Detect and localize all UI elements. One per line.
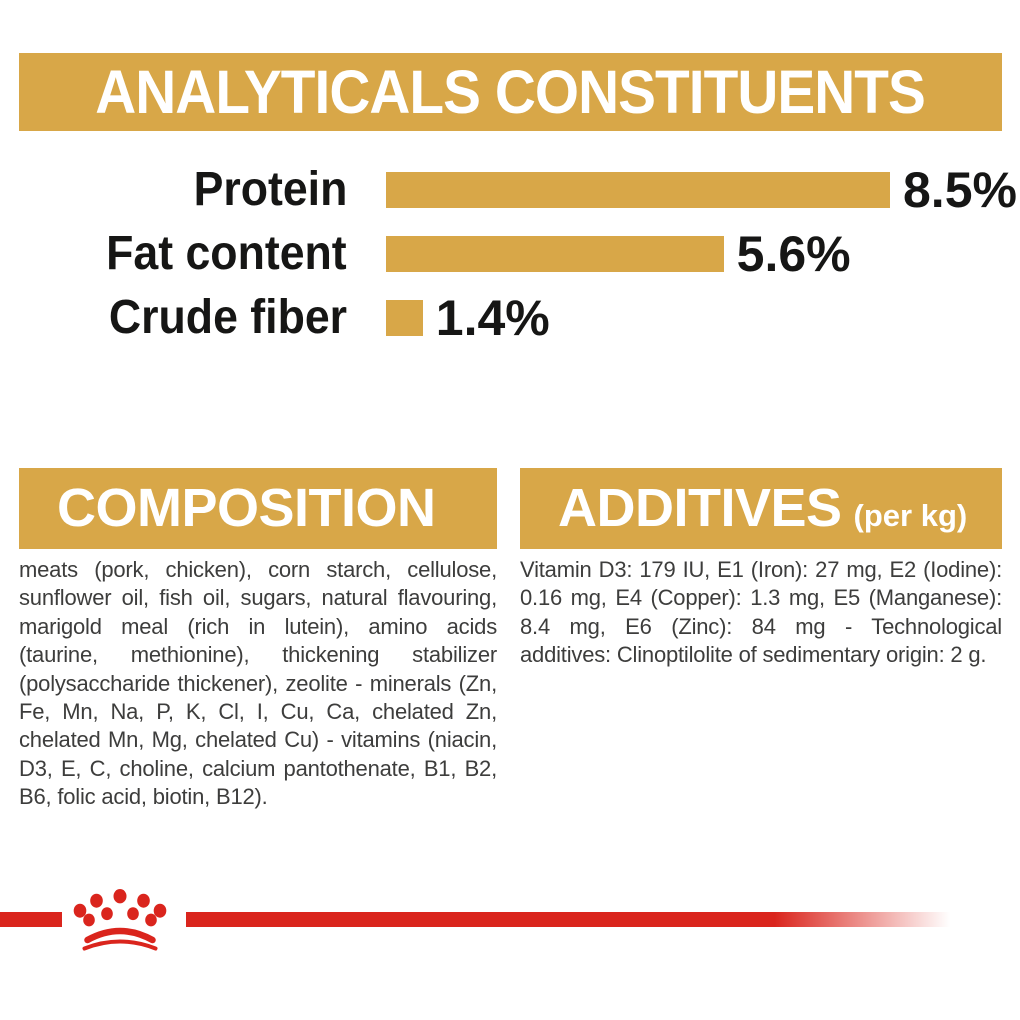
composition-body-text: meats (pork, chicken), corn starch, cellulose, sunflower oil, fish oil, sugars, natural flavouring, marigold meal (rich in lutein), amino acids (taurine, methionine), thickening stabilizer (polysaccharide thickener), zeolite - minerals (Zn, Fe, Mn, Na, P, K, Cl, I, Cu, Ca, chelated Zn, chelated Mn, Mg, chelated Cu) - vitamins (niacin, D3, E, C, choline, calcium pantothenate, B1, B2, B6, folic acid, biotin, B12). — [19, 557, 497, 810]
fat-content-bar — [386, 236, 724, 272]
protein-value: 8.5% — [903, 162, 1017, 218]
fat-content-value: 5.6% — [736, 226, 851, 282]
analyticals-header-title: ANALYTICALS CONSTITUENTS — [95, 57, 926, 126]
composition-section — [19, 468, 497, 812]
crude-fiber-bar — [386, 300, 423, 336]
chart-row-fat-content — [0, 222, 1020, 286]
additives-header-subtitle: (per kg) — [853, 498, 968, 533]
additives-header-title: ADDITIVES — [558, 478, 842, 538]
red-rule-left — [0, 912, 62, 927]
protein-bar — [386, 172, 890, 208]
crude-fiber-value: 1.4% — [435, 290, 550, 346]
protein-bar-track — [386, 162, 1017, 218]
additives-section — [520, 468, 1002, 812]
protein-label: Protein — [193, 163, 347, 216]
composition-header-title: COMPOSITION — [57, 478, 436, 538]
red-rule-right-fade — [186, 912, 950, 927]
royal-canin-crown-paw-icon — [72, 888, 168, 956]
additives-body-text: Vitamin D3: 179 IU, E1 (Iron): 27 mg, E2 (Iodine): 0.16 mg, E4 (Copper): 1.3 mg, E5 (Manganese): 8.4 mg, E6 (Zinc): 84 mg - Technological additives: Clinoptilolite of sedimentary origin: 2 g. — [520, 557, 1002, 668]
chart-row-protein — [0, 158, 1020, 222]
fat-content-bar-track — [386, 226, 890, 282]
crude-fiber-label: Crude fiber — [108, 291, 347, 344]
analyticals-bar-chart — [0, 158, 1020, 350]
analyticals-header-banner — [19, 53, 1002, 131]
fat-content-label: Fat content — [106, 227, 347, 280]
crude-fiber-bar-track — [386, 290, 890, 346]
chart-row-crude-fiber — [0, 286, 1020, 350]
additives-header-banner — [520, 468, 1002, 549]
composition-header-banner — [19, 468, 497, 549]
info-columns — [19, 468, 1002, 812]
